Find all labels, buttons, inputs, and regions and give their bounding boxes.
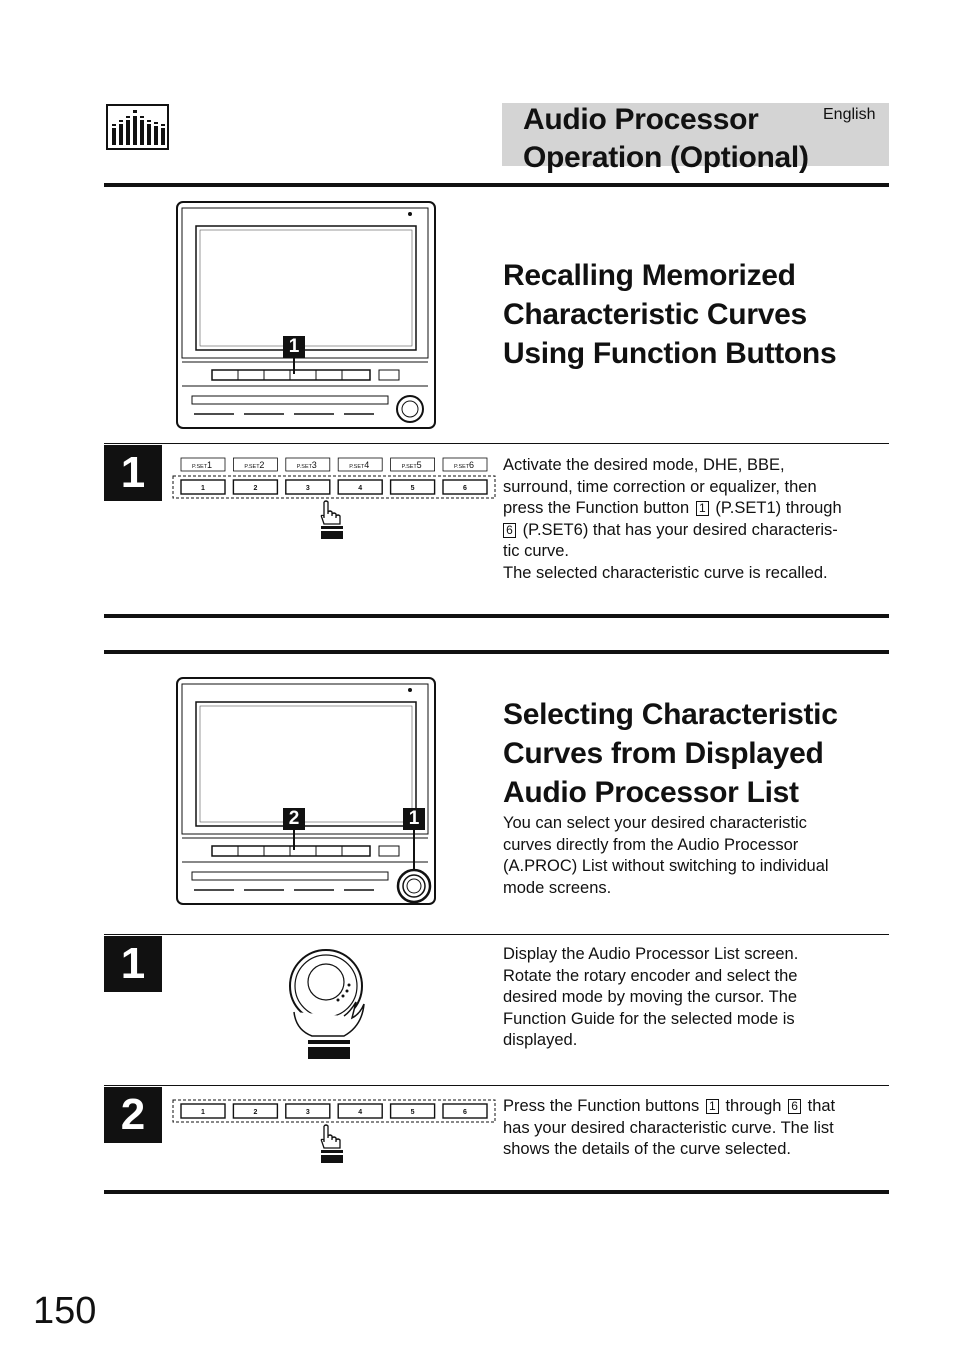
equalizer-icon xyxy=(106,104,169,150)
preset-label-number: 2 xyxy=(259,460,265,470)
rotary-encoder-hand-icon xyxy=(286,942,370,1062)
text-line: desired mode by moving the cursor. The xyxy=(503,988,798,1007)
section2-step2-rule xyxy=(104,1085,889,1086)
preset-label: P.SET xyxy=(244,464,260,470)
section1-title-line3: Using Function Buttons xyxy=(503,337,837,370)
function-buttons-illustration xyxy=(172,1098,496,1124)
text-line: shows the details of the curve selected. xyxy=(503,1140,791,1159)
preset-label: P.SET xyxy=(192,464,208,470)
page-number: 150 xyxy=(33,1290,97,1332)
boxed-number: 6 xyxy=(503,523,516,538)
preset-label-number: 3 xyxy=(311,460,317,470)
function-button-label: 1 xyxy=(201,1109,205,1116)
section1-step1-rule xyxy=(104,443,889,444)
text-fragment: Press the Function buttons xyxy=(503,1097,700,1115)
section2-title-line1: Selecting Characteristic xyxy=(503,698,838,731)
text-fragment: (P.SET1) through xyxy=(715,499,842,518)
text-line: Rotate the rotary encoder and select the xyxy=(503,966,798,985)
text-line: The selected characteristic curve is recalled. xyxy=(503,563,828,582)
preset-label-number: 4 xyxy=(364,460,370,470)
section2-top-rule xyxy=(104,650,889,654)
page-title-line1: Audio Processor xyxy=(523,103,759,136)
function-button-label: 2 xyxy=(253,485,258,492)
section2-step1-text xyxy=(503,944,889,1052)
header-rule xyxy=(104,183,889,187)
function-button-label: 6 xyxy=(463,1109,467,1116)
text-line: Activate the desired mode, DHE, BBE, xyxy=(503,456,785,474)
preset-label-number: 5 xyxy=(416,460,422,470)
text-line xyxy=(503,520,889,542)
preset-label: P.SET xyxy=(454,464,470,470)
step-number-2: 2 xyxy=(104,1087,162,1143)
callout-line xyxy=(293,830,295,850)
section2-title xyxy=(503,695,838,812)
section1-step1-text xyxy=(503,455,889,585)
preset-label: P.SET xyxy=(296,464,312,470)
text-line xyxy=(503,1096,889,1118)
text-line: surround, time correction or equalizer, then xyxy=(503,477,817,496)
language-label: English xyxy=(823,106,876,123)
preset-label: P.SET xyxy=(401,464,417,470)
boxed-number: 1 xyxy=(696,501,709,516)
preset-buttons-illustration xyxy=(172,456,496,500)
preset-label: P.SET xyxy=(349,464,365,470)
text-line: curves directly from the Audio Processor xyxy=(503,835,799,854)
callout-line xyxy=(293,358,295,374)
text-fragment: through xyxy=(725,1097,782,1115)
text-line: Display the Audio Processor List screen. xyxy=(503,945,799,963)
step-number-1: 1 xyxy=(104,936,162,992)
callout-line xyxy=(413,830,415,870)
page-title xyxy=(523,101,809,177)
text-line xyxy=(503,498,889,520)
pointing-hand-icon xyxy=(318,1124,348,1164)
function-button-label: 2 xyxy=(253,1109,258,1116)
preset-label-number: 6 xyxy=(469,460,475,470)
text-line: mode screens. xyxy=(503,878,612,897)
preset-label-number: 1 xyxy=(207,460,213,470)
pointing-hand-icon xyxy=(318,500,348,540)
boxed-number: 6 xyxy=(788,1099,801,1114)
step-number-1: 1 xyxy=(104,445,162,501)
section1-title-line1: Recalling Memorized xyxy=(503,259,796,292)
function-button-label: 6 xyxy=(463,485,467,492)
text-line: You can select your desired characteristic xyxy=(503,814,807,832)
text-fragment: (P.SET6) that has your desired characteris- xyxy=(522,520,838,539)
boxed-number: 1 xyxy=(706,1099,719,1114)
function-button-label: 5 xyxy=(410,1109,415,1116)
section2-step1-rule xyxy=(104,934,889,935)
callout-1: 1 xyxy=(283,336,305,358)
text-line: (A.PROC) List without switching to individual xyxy=(503,857,829,876)
head-unit-illustration-2 xyxy=(174,676,439,908)
section1-title xyxy=(503,256,836,373)
text-fragment: press the Function button xyxy=(503,499,690,518)
section1-end-rule xyxy=(104,614,889,618)
section2-title-line2: Curves from Displayed xyxy=(503,737,824,770)
section2-end-rule xyxy=(104,1190,889,1194)
head-unit-illustration xyxy=(174,200,439,432)
function-button-label: 4 xyxy=(358,485,363,492)
page-title-line2: Operation (Optional) xyxy=(523,141,809,174)
function-button-label: 5 xyxy=(410,485,415,492)
text-line: tic curve. xyxy=(503,542,570,561)
text-line: displayed. xyxy=(503,1031,578,1050)
callout-2: 2 xyxy=(283,808,305,830)
function-button-label: 3 xyxy=(305,1109,310,1116)
callout-1: 1 xyxy=(403,808,425,830)
section1-title-line2: Characteristic Curves xyxy=(503,298,807,331)
text-fragment: that xyxy=(807,1097,836,1115)
text-line: Function Guide for the selected mode is xyxy=(503,1009,795,1028)
function-button-label: 1 xyxy=(201,485,205,492)
function-button-label: 3 xyxy=(305,485,310,492)
section2-intro xyxy=(503,813,889,899)
section2-title-line3: Audio Processor List xyxy=(503,776,799,809)
text-line: has your desired characteristic curve. The list xyxy=(503,1118,834,1137)
section2-step2-text xyxy=(503,1096,889,1161)
function-button-label: 4 xyxy=(358,1109,363,1116)
